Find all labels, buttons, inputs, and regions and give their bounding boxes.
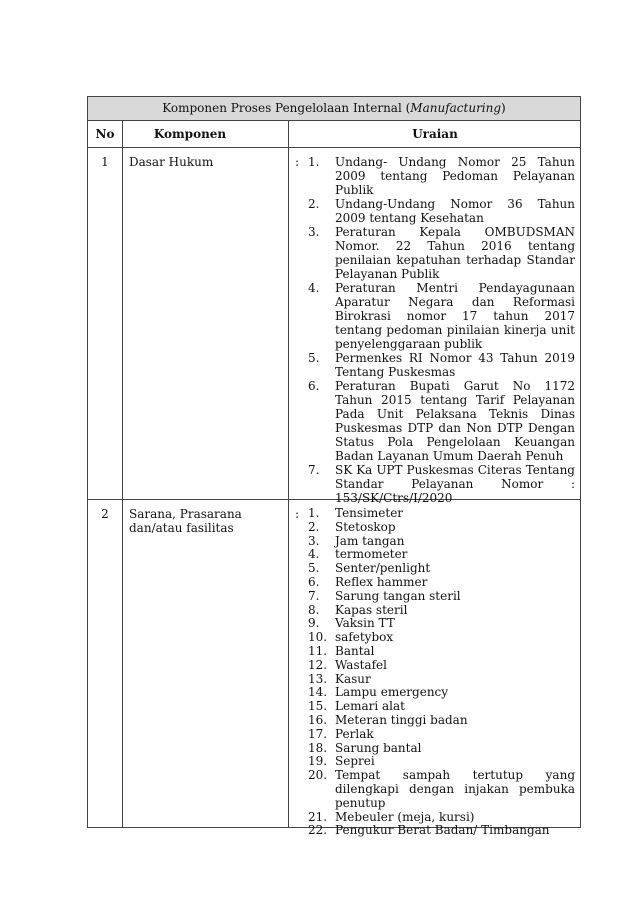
list-item <box>308 769 575 810</box>
list-item-number: 22. <box>308 823 328 838</box>
list-item <box>308 659 575 673</box>
list-item-number: 4. <box>308 281 320 295</box>
list-item-text: Seprei <box>335 754 375 769</box>
table-title <box>88 97 580 121</box>
list-item-number: 8. <box>308 602 320 617</box>
list-item-number: 9. <box>308 616 320 631</box>
list-item <box>308 700 575 714</box>
list-item <box>308 742 575 756</box>
list-item-text: Tensimeter <box>335 506 404 520</box>
list-item-text: Mebeuler (meja, kursi) <box>335 809 475 824</box>
list-item <box>308 728 575 742</box>
list-item-number: 3. <box>308 533 320 548</box>
list-item <box>308 562 575 576</box>
list-item-number: 17. <box>308 726 328 741</box>
list-item-text: Peraturan Kepala OMBUDSMAN Nomor. 22 Tahun 2016 tentang penilaian kepatuhan terhadap Standar Pelayanan Publik <box>335 225 575 281</box>
header-uraian: Uraian <box>412 127 458 141</box>
list-item-number: 2. <box>308 519 320 534</box>
list-item-text: Wastafel <box>335 657 387 672</box>
list-item <box>308 379 575 463</box>
list-item-number: 12. <box>308 657 328 672</box>
row-komponen: Sarana, Prasarana dan/atau fasilitas <box>129 507 242 535</box>
list-item-text: Lemari alat <box>335 699 405 714</box>
list-item <box>308 686 575 700</box>
list-item-text: Undang- Undang Nomor 25 Tahun 2009 tentang Pedoman Pelayanan Publik <box>335 155 575 197</box>
row-number: 2 <box>101 507 109 521</box>
list-item <box>308 197 575 225</box>
list-item-number: 13. <box>308 671 328 686</box>
header-komponen: Komponen <box>153 127 227 141</box>
list-item-number: 14. <box>308 685 328 700</box>
list-item-number: 18. <box>308 740 328 755</box>
list-item <box>308 590 575 604</box>
list-item-text: Sarung bantal <box>335 740 422 755</box>
list-item-text: Pengukur Berat Badan/ Timbangan <box>335 823 550 838</box>
list-item <box>308 351 575 379</box>
list-item-text: Kasur <box>335 671 371 686</box>
list-item-number: 3. <box>308 225 320 239</box>
list-item-number: 1. <box>308 506 320 520</box>
list-item-number: 2. <box>308 197 320 211</box>
list-item-text: Peraturan Bupati Garut No 1172 Tahun 2015 tentang Tarif Pelayanan Pada Unit Pelaksana Teknis Dinas Puskesmas DTP dan Non DTP Dengan Status Pola Pengelolaan Keuangan Badan Layanan Umum Daerah Penuh <box>335 379 575 463</box>
table-title-italic: Manufacturing <box>410 101 502 115</box>
list-item <box>308 714 575 728</box>
list-item-text: Sarung tangan steril <box>335 588 461 603</box>
list-item <box>308 631 575 645</box>
row-colon: : <box>295 507 300 521</box>
list-item-text: Meteran tinggi badan <box>335 712 468 727</box>
list-item-text: SK Ka UPT Puskesmas Citeras Tentang Standar Pelayanan Nomor : 153/SK/Ctrs/I/2020 <box>335 463 575 505</box>
header-no: No <box>95 127 115 141</box>
list-item <box>308 155 575 197</box>
list-item <box>308 535 575 549</box>
table-row <box>88 148 580 505</box>
list-item-text: Peraturan Mentri Pendayagunaan Aparatur Negara dan Reformasi Birokrasi nomor 17 tahun 2017 tentang pedoman pinilaian kinerja unit penyelenggaraan publik <box>335 281 575 351</box>
list-item <box>308 463 575 505</box>
list-item-number: 19. <box>308 754 328 769</box>
list-item-number: 15. <box>308 699 328 714</box>
list-item-text: safetybox <box>335 630 394 645</box>
list-item <box>308 604 575 618</box>
list-item <box>308 576 575 590</box>
list-item-text: Reflex hammer <box>335 574 428 589</box>
list-item-number: 21. <box>308 809 328 824</box>
list-item-text: Kapas steril <box>335 602 408 617</box>
list-item-number: 5. <box>308 351 320 365</box>
list-item <box>308 673 575 687</box>
list-item-number: 7. <box>308 463 320 477</box>
list-item <box>308 645 575 659</box>
list-item-number: 4. <box>308 547 320 562</box>
list-item-text: Jam tangan <box>335 533 405 548</box>
list-item <box>308 824 575 838</box>
list-item <box>308 225 575 281</box>
list-item-text: termometer <box>335 547 408 562</box>
list-item <box>308 507 575 521</box>
table-title-text: Komponen Proses Pengelolaan Internal ( <box>162 101 411 115</box>
list-item-number: 16. <box>308 712 328 727</box>
list-item-number: 1. <box>308 155 320 169</box>
list-item <box>308 521 575 535</box>
uraian-list <box>308 155 575 505</box>
list-item-number: 6. <box>308 574 320 589</box>
table-title-close: ) <box>501 101 506 115</box>
table-header-row <box>88 121 580 148</box>
list-item-number: 11. <box>308 643 328 658</box>
list-item-text: Senter/penlight <box>335 561 431 576</box>
list-item-text: Undang-Undang Nomor 36 Tahun 2009 tentang Kesehatan <box>335 197 575 225</box>
row-colon: : <box>295 155 300 169</box>
uraian-list <box>308 507 575 838</box>
components-table <box>87 96 581 838</box>
list-item <box>308 281 575 351</box>
list-item-text: Perlak <box>335 726 374 741</box>
list-item-text: Vaksin TT <box>335 616 395 631</box>
list-item-text: Lampu emergency <box>335 685 449 700</box>
list-item-number: 10. <box>308 630 328 645</box>
list-item-number: 5. <box>308 561 320 576</box>
list-item-number: 6. <box>308 379 320 393</box>
list-item <box>308 755 575 769</box>
list-item <box>308 811 575 825</box>
list-item <box>308 617 575 631</box>
list-item-text: Bantal <box>335 643 375 658</box>
row-number: 1 <box>101 155 109 169</box>
table-row <box>88 500 580 838</box>
list-item <box>308 548 575 562</box>
list-item-number: 20. <box>308 768 328 783</box>
list-item-text: Tempat sampah tertutup yang dilengkapi dengan injakan pembuka penutup <box>335 768 575 810</box>
list-item-text: Stetoskop <box>335 519 396 534</box>
list-item-text: Permenkes RI Nomor 43 Tahun 2019 Tentang Puskesmas <box>335 351 575 379</box>
row-komponen: Dasar Hukum <box>129 155 214 169</box>
list-item-number: 7. <box>308 588 320 603</box>
